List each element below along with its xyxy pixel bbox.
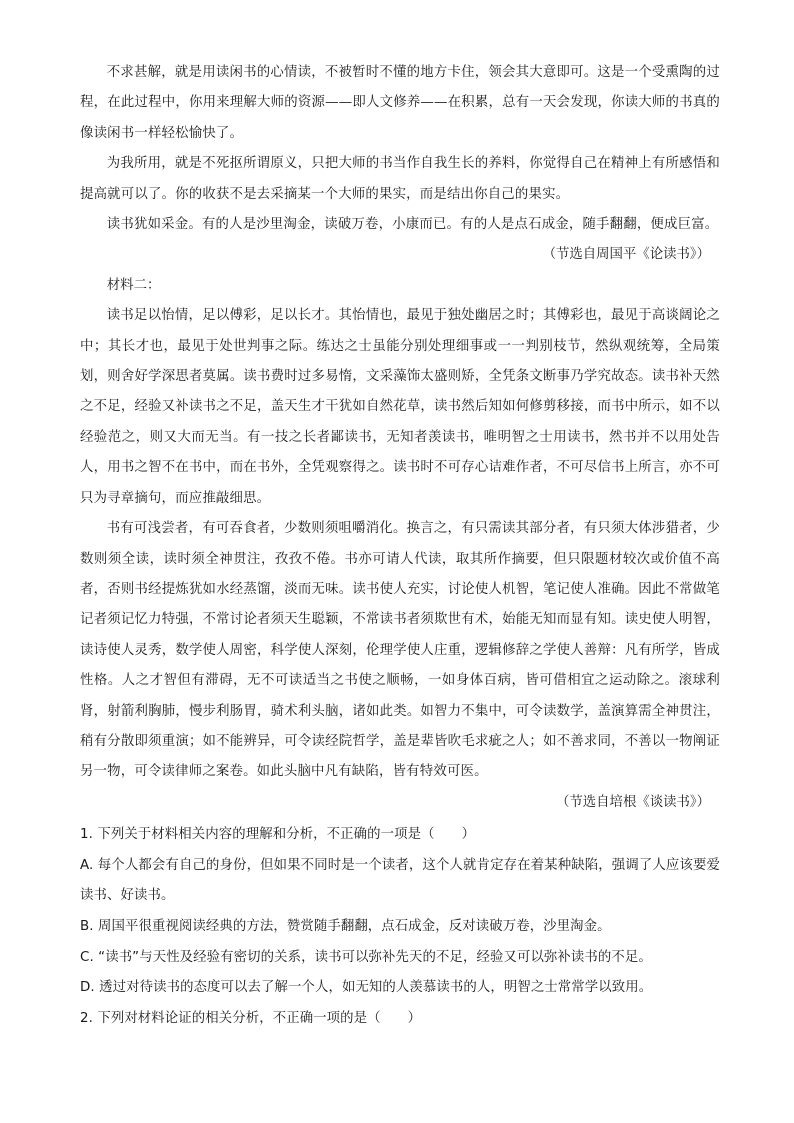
paragraph: 为我所用，就是不死抠所谓原义，只把大师的书当作自我生长的养料，你觉得自己在精神上有所感悟和提高就可以了。你的收获不是去采摘某一个大师的果实，而是结出你自己的果实。 xyxy=(80,156,720,202)
source-citation: （节选自周国平《论读书》） xyxy=(542,247,710,263)
source-citation: （节选自培根《谈读书》） xyxy=(556,794,710,810)
option-c: C. “读书”与天性及经验有密切的关系，读书可以弥补先天的不足，经验又可以弥补读书的不足。 xyxy=(80,949,652,965)
option-b: B. 周国平很重视阅读经典的方法，赞赏随手翻翻，点石成金，反对读破万卷，沙里淘金。 xyxy=(80,918,611,934)
question-stem: 1. 下列关于材料相关内容的理解和分析，不正确的一项是（ ） xyxy=(80,827,476,843)
paragraph: 读书犹如采金。有的人是沙里淘金，读破万卷，小康而已。有的人是点石成金，随手翻翻，便成巨富。 xyxy=(106,217,719,233)
material-label: 材料二： xyxy=(106,277,161,293)
option-a: A. 每个人都会有自己的身份，但如果不同时是一个读者，这个人就肯定存在着某种缺陷，强调了人应该要爱读书、好读书。 xyxy=(80,857,720,904)
material-two xyxy=(80,271,720,818)
material-one xyxy=(80,58,720,271)
paragraph: 不求甚解，就是用读闲书的心情读，不被暂时不懂的地方卡住，领会其大意即可。这是一个受熏陶的过程，在此过程中，你用来理解大师的资源——即人文修养——在积累，总有一天会发现，你读大师的书真的像读闲书一样轻松愉快了。 xyxy=(80,65,720,141)
question-list xyxy=(80,820,720,1034)
question-stem: 2. 下列对材料论证的相关分析，不正确一项的是（ ） xyxy=(80,1010,422,1026)
paragraph: 书有可浅尝者，有可吞食者，少数则须咀嚼消化。换言之，有只需读其部分者，有只须大体涉猎者，少数则须全读，读时须全神贯注，孜孜不倦。书亦可请人代读，取其所作摘要，但只限题材较次或价值不高者，否则书经提炼犹如水经蒸馏，淡而无味。读书使人充实，讨论使人机智，笔记使人准确。因此不常做笔记者须记忆力特强，不常讨论者须天生聪颖，不常读书者须欺世有术，始能无知而显有知。读史使人明智，读诗使人灵秀，数学使人周密，科学使人深刻，伦理学使人庄重，逻辑修辞之学使人善辩：凡有所学，皆成性格。人之才智但有滞碍，无不可读适当之书使之顺畅，一如身体百病，皆可借相宜之运动除之。滚球利肾，射箭利胸肺，慢步利肠胃，骑术利头脑，诸如此类。如智力不集中，可令读数学，盖演算需全神贯注，稍有分散即须重演；如不能辨异，可令读经院哲学，盖是辈皆吹毛求疵之人；如不善求同，不善以一物阐证另一物，可令读律师之案卷。如此头脑中凡有缺陷，皆有特效可医。 xyxy=(80,521,720,780)
paragraph: 读书足以怡情，足以傅彩，足以长才。其怡情也，最见于独处幽居之时；其傅彩也，最见于高谈阔论之中；其长才也，最见于处世判事之际。练达之士虽能分别处理细事或一一判别枝节，然纵观统筹，全局策划，则舍好学深思者莫属。读书费时过多易惰，文采藻饰太盛则矫，全凭条文断事乃学究故态。读书补天然之不足，经验又补读书之不足，盖天生才干犹如自然花草，读书然后知如何修剪移接，而书中所示，如不以经验范之，则又大而无当。有一技之长者鄙读书，无知者羡读书，唯明智之士用读书，然书并不以用处告人，用书之智不在书中，而在书外，全凭观察得之。读书时不可存心诘难作者，不可尽信书上所言，亦不可只为寻章摘句，而应推敲细思。 xyxy=(80,308,720,506)
exam-page xyxy=(80,58,720,1034)
option-d: D. 透过对待读书的态度可以去了解一个人，如无知的人羡慕读书的人，明智之士常常学以致用。 xyxy=(80,980,653,996)
